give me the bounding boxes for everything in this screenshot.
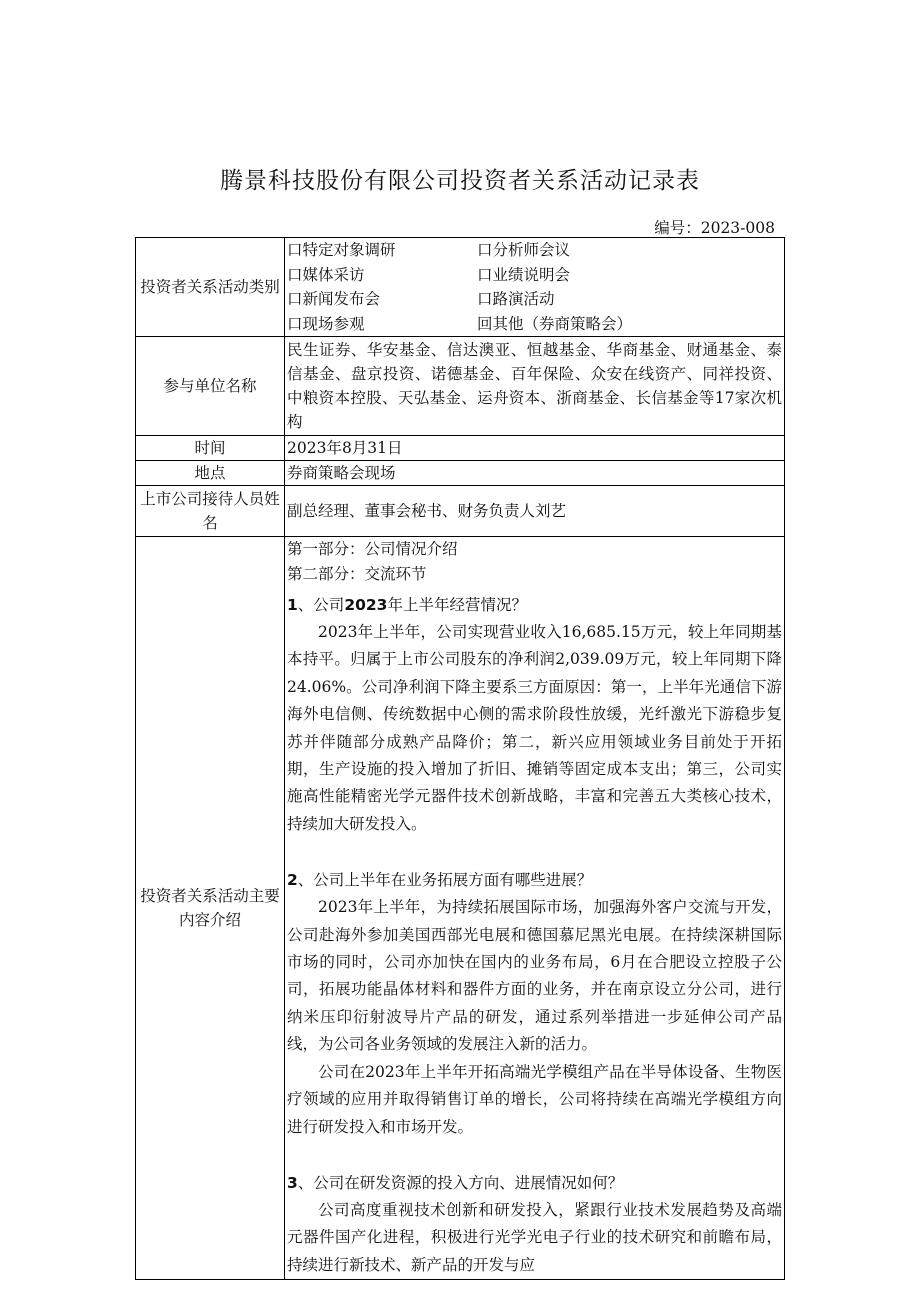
row-main-content (136, 537, 785, 1280)
option-site-visit: 口现场参观 (287, 314, 365, 333)
question-3-number: 3 (287, 1173, 298, 1192)
row-time (136, 436, 785, 461)
row-reception (136, 486, 785, 537)
answer-2-paragraph-2: 公司在2023年上半年开拓高端光学模组产品在半导体设备、生物医疗领域的应用并取得销售订单的增长，公司将持续在高端光学模组方向进行研发投入和市场开发。 (287, 1062, 782, 1136)
option-press-conference: 口新闻发布会 (287, 290, 381, 308)
question-2-text: 、公司上半年在业务拓展方面有哪些进展？ (297, 871, 593, 890)
time-label: 时间 (136, 436, 285, 461)
main-content-body (285, 537, 785, 1280)
row-location (136, 461, 785, 486)
record-table (135, 237, 785, 1280)
activity-type-options (285, 238, 785, 337)
option-media-interview: 口媒体采访 (287, 265, 365, 284)
location-value: 券商策略会现场 (285, 461, 785, 486)
document-number: 编号：2023-008 (654, 219, 775, 237)
question-1 (287, 592, 782, 619)
question-1-number: 1 (287, 596, 298, 614)
option-other: 回其他（券商策略会） (477, 314, 633, 333)
option-analyst-meeting: 口分析师会议 (477, 241, 571, 259)
question-3-text: 、公司在研发资源的投入方向、进展情况如何？ (297, 1173, 624, 1192)
activity-type-label: 投资者关系活动类别 (136, 238, 285, 337)
participants-label: 参与单位名称 (136, 337, 285, 436)
question-1-text-a: 、公司 (297, 596, 345, 614)
main-content-label: 投资者关系活动主要内容介绍 (136, 537, 285, 1280)
question-3 (287, 1170, 782, 1197)
part-two-heading: 第二部分：交流环节 (287, 565, 427, 583)
page-title: 腾景科技股份有限公司投资者关系活动记录表 (220, 168, 700, 194)
question-1-text-b: 年上半年经营情况？ (387, 596, 527, 614)
option-earnings-briefing: 口业绩说明会 (477, 265, 571, 284)
time-value: 2023年8月31日 (285, 436, 785, 461)
option-specific-research: 口特定对象调研 (287, 241, 396, 259)
question-1-year: 2023 (344, 596, 388, 614)
participants-value: 民生证券、华安基金、信达澳亚、恒越基金、华商基金、财通基金、泰信基金、盘京投资、诺德基金、百年保险、众安在线资产、同祥投资、中粮资本控股、天弘基金、运舟资本、浙商基金、长信基金等17家次机构 (285, 337, 785, 436)
row-activity-type (136, 238, 785, 337)
reception-value: 副总经理、董事会秘书、财务负责人刘艺 (285, 486, 785, 537)
question-2 (287, 867, 782, 894)
answer-2-paragraph-1: 2023年上半年，为持续拓展国际市场，加强海外客户交流与开发，公司赴海外参加美国西部光电展和德国慕尼黑光电展。在持续深耕国际市场的同时，公司亦加快在国内的业务布局，6月在合肥设立控股子公司，拓展功能晶体材料和器件方面的业务，并在南京设立分公司，进行纳米压印衍射波导片产品的研发，通过系列举措进一步延伸公司产品线，为公司各业务领域的发展注入新的活力。 (287, 898, 782, 1054)
location-label: 地点 (136, 461, 285, 486)
row-participants (136, 337, 785, 436)
part-one-heading: 第一部分：公司情况介绍 (287, 540, 458, 558)
question-2-number: 2 (287, 871, 298, 890)
answer-1: 2023年上半年，公司实现营业收入16,685.15万元，较上年同期基本持平。归属于上市公司股东的净利润2,039.09万元，较上年同期下降24.06%。公司净利润下降主要系三方面原因：第一，上半年光通信下游海外电信侧、传统数据中心侧的需求阶段性放缓，光纤激光下游稳步复苏并伴随部分成熟产品降价；第二，新兴应用领域业务目前处于开拓期，生产设施的投入增加了折旧、摊销等固定成本支出；第三，公司实施高性能精密光学元器件技术创新战略，丰富和完善五大类核心技术，持续加大研发投入。 (287, 623, 782, 833)
answer-3: 公司高度重视技术创新和研发投入，紧跟行业技术发展趋势及高端元器件国产化进程，积极进行光学光电子行业的技术研究和前瞻布局，持续进行新技术、新产品的开发与应 (287, 1200, 782, 1274)
option-roadshow: 口路演活动 (477, 290, 555, 308)
reception-label: 上市公司接待人员姓名 (136, 486, 285, 537)
